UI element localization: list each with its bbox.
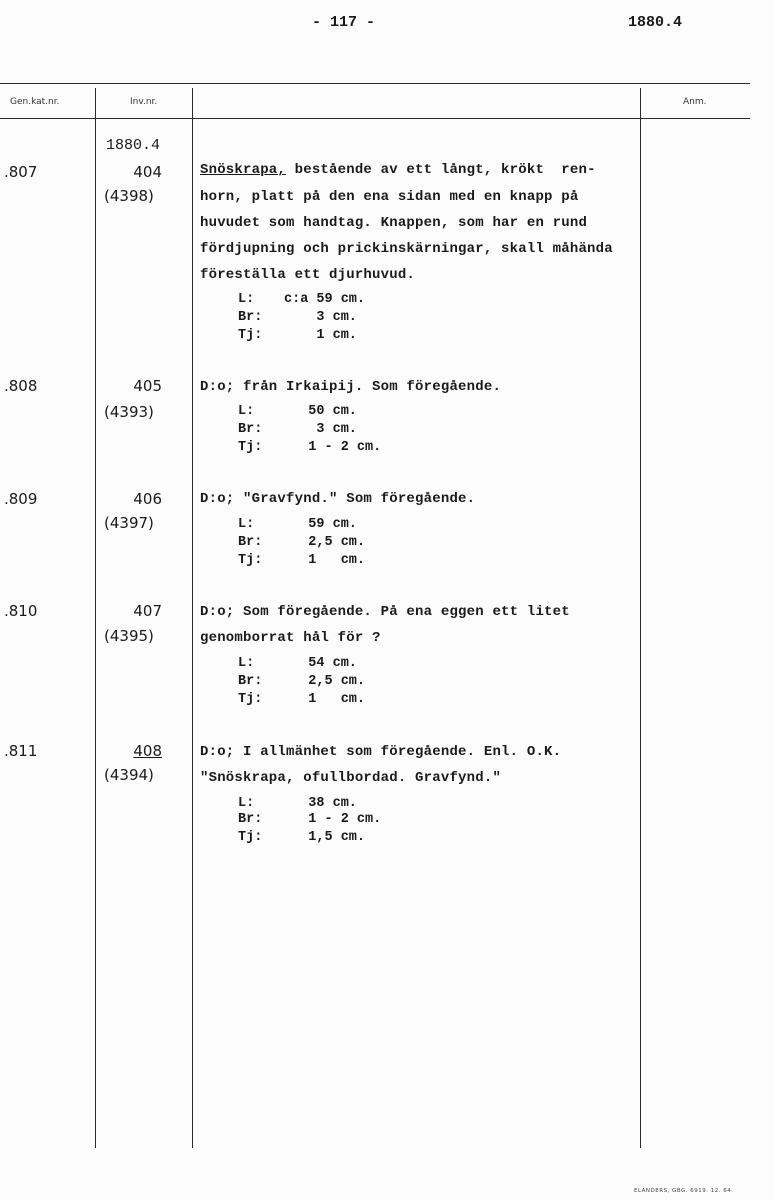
measure-value: 1 cm. [284,553,366,568]
entry-text-continuation: bestående av ett långt, krökt ren- [286,162,596,178]
measure-value: 2,5 cm. [284,535,366,550]
old-inventory-number: (4394) [104,766,154,784]
old-inventory-number: (4393) [104,403,154,421]
entry-text-line: "Snöskrapa, ofullbordad. Gravfynd." [200,770,502,786]
gen-kat-number: .809 [4,490,38,508]
table-top-rule [0,83,750,84]
measure-label: Br: [238,812,263,827]
entry-text-line: horn, platt på den ena sidan med en knapp på [200,189,579,205]
measure-value: 59 cm. [284,517,357,532]
measure-value: 2,5 cm. [284,674,366,689]
measure-value: 1 - 2 cm. [284,812,382,827]
inventory-number: 408 [133,742,162,760]
measure-value: 3 cm. [284,422,357,437]
column-divider-1 [95,88,96,1148]
measure-value: 1,5 cm. [284,830,366,845]
catalog-reference: 1880.4 [628,14,683,31]
measure-value: 1 cm. [284,328,357,343]
measure-value: 1 cm. [284,692,366,707]
measure-label: Br: [238,674,263,689]
gen-kat-number: .807 [4,163,38,181]
measure-label: Tj: [238,553,263,568]
column-header-gen-kat: Gen.kat.nr. [10,97,60,107]
table-header-rule [0,118,750,119]
measure-value: c:a 59 cm. [284,292,366,307]
measure-label: L: [238,292,255,307]
page-number: - 117 - [312,14,376,31]
inventory-number: 407 [133,602,162,620]
measure-label: Tj: [238,328,263,343]
measure-value: 54 cm. [284,656,357,671]
entry-text-line: fördjupning och prickinskärningar, skall måhända [200,241,613,257]
measure-label: Tj: [238,440,263,455]
entry-title: Snöskrapa, [200,162,287,178]
measure-value: 1 - 2 cm. [284,440,382,455]
measure-label: Tj: [238,692,263,707]
measure-label: Br: [238,310,263,325]
gen-kat-number: .808 [4,377,38,395]
printer-mark: ELANDERS, GBG. 6919. 12. 64. [634,1188,734,1194]
old-inventory-number: (4398) [104,187,154,205]
column-header-anm: Anm. [683,97,707,107]
old-inventory-number: (4395) [104,627,154,645]
entry-text-line: D:o; I allmänhet som föregående. Enl. O.K. [200,744,562,760]
entry-text-line: D:o; "Gravfynd." Som föregående. [200,491,476,507]
inventory-number: 404 [133,163,162,181]
entry-text-line: genomborrat hål för ? [200,630,381,646]
measure-label: Br: [238,535,263,550]
old-inventory-number: (4397) [104,514,154,532]
inventory-number: 405 [133,377,162,395]
measure-value: 38 cm. [284,796,357,811]
measure-value: 3 cm. [284,310,357,325]
gen-kat-number: .810 [4,602,38,620]
measure-label: L: [238,404,255,419]
measure-label: L: [238,517,255,532]
measure-label: L: [238,796,255,811]
entry-text-line [200,162,596,178]
column-divider-2 [192,88,193,1148]
measure-label: Br: [238,422,263,437]
measure-label: Tj: [238,830,263,845]
inventory-number: 406 [133,490,162,508]
entry-text-line: D:o; från Irkaipij. Som föregående. [200,379,502,395]
entry-text-line: föreställa ett djurhuvud. [200,267,416,283]
year-heading: 1880.4 [106,137,161,154]
measure-value: 50 cm. [284,404,357,419]
gen-kat-number: .811 [4,742,38,760]
entry-text-line: D:o; Som föregående. På ena eggen ett litet [200,604,570,620]
column-divider-3 [640,88,641,1148]
column-header-inv: Inv.nr. [130,97,158,107]
entry-text-line: huvudet som handtag. Knappen, som har en rund [200,215,588,231]
measure-label: L: [238,656,255,671]
